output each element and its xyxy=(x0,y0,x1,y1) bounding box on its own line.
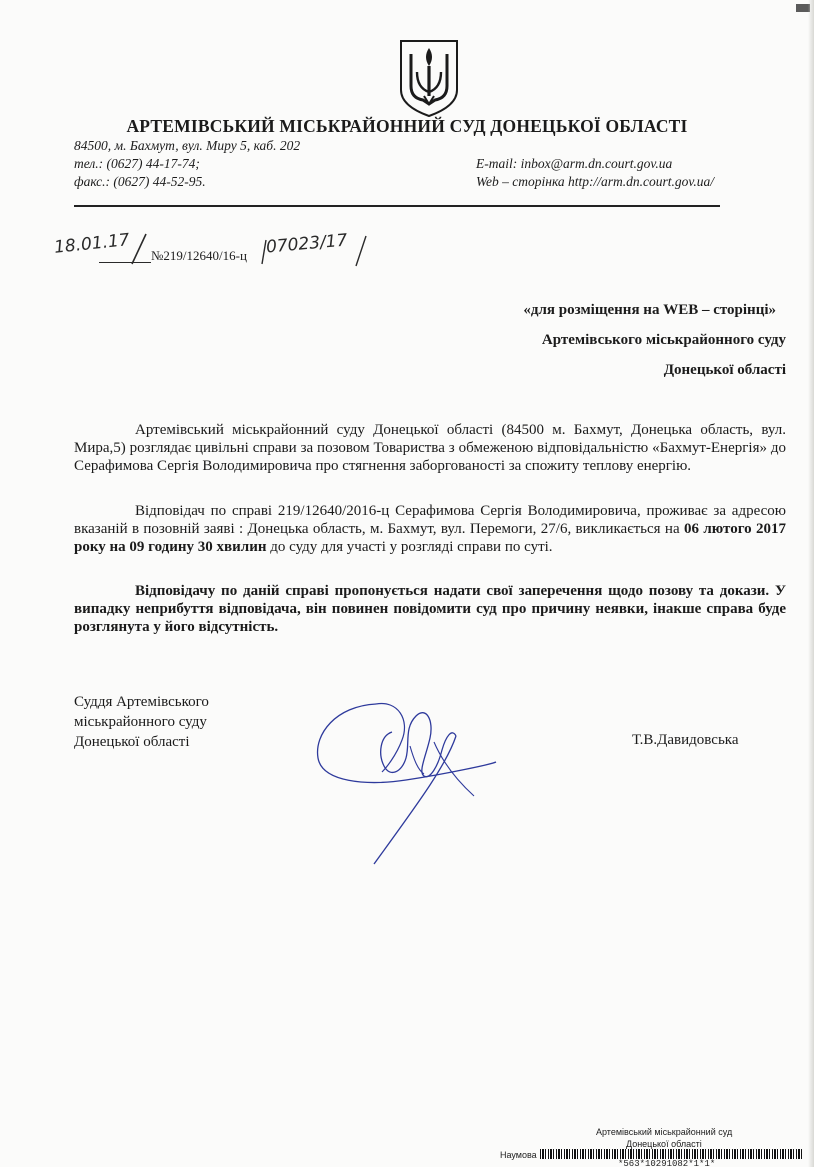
recipient-line-3: Донецької області xyxy=(663,362,786,378)
barcode xyxy=(540,1149,802,1159)
stamp-court: Артемівський міськрайонний суд xyxy=(596,1127,733,1137)
judge-title-line-1: Суддя Артемівського xyxy=(74,694,209,710)
handwritten-date: 18.01.17 xyxy=(53,230,131,258)
recipient-line-1: «для розміщення на WEB – сторінці» xyxy=(523,302,776,318)
hearing-datetime: 06 лютого 2017 року на 09 годину 30 хвилин xyxy=(74,521,786,555)
date-underline xyxy=(99,262,151,263)
stamp-clerk: Наумова xyxy=(500,1150,537,1160)
judge-title-line-3: Донецької області xyxy=(74,734,190,750)
summons-text-end: до суду для участі у розгляді справи по суті. xyxy=(266,539,553,555)
handwritten-slash xyxy=(124,232,154,266)
registration-number: №219/12640/16-ц xyxy=(151,248,247,263)
corner-mark xyxy=(796,4,810,12)
judge-title xyxy=(74,692,209,752)
website: Web – сторінка http://arm.dn.court.gov.ua/ xyxy=(476,174,715,189)
judge-title-line-2: міськрайонного суду xyxy=(74,714,207,730)
email: E-mail: inbox@arm.dn.court.gov.ua xyxy=(476,156,673,171)
fax: факс.: (0627) 44-52-95. xyxy=(74,174,206,189)
paragraph-case-description: Артемівський міськрайонний суду Донецької області (84500 м. Бахмут, Донецька область, вул. Мира,5) розглядає цивільні справи за позовом Товариства з обмеженою відповідальністю «Бахмут-Енергія» до Серафимова Сергія Володимировича про стягнення заборгованості за спожиту теплову енергію. xyxy=(74,422,786,474)
coat-of-arms-icon xyxy=(398,38,460,118)
phone: тел.: (0627) 44-17-74; xyxy=(74,156,200,171)
summons-text-start: Відповідач по справі 219/12640/2016-ц Серафимова Сергія Володимировича, проживає за адресою вказаній в позовній заяві : Донецька область, м. Бахмут, вул. Перемоги, 27/6, викликається на xyxy=(74,503,786,537)
handwritten-outgoing-number: 07023/17 xyxy=(265,230,349,258)
paragraph-summons xyxy=(74,502,786,556)
registration-stamp xyxy=(500,1123,812,1167)
handwritten-strokes xyxy=(258,234,378,268)
judge-name: Т.В.Давидовська xyxy=(632,732,739,748)
registration-line xyxy=(53,230,474,268)
header-divider xyxy=(74,205,720,207)
contact-right xyxy=(476,155,714,191)
barcode-number: *563*10291082*1*1* xyxy=(618,1159,716,1167)
recipient-line-2: Артемівського міськрайонного суду xyxy=(541,332,786,348)
signature xyxy=(306,686,516,868)
paragraph-notice: Відповідачу по даній справі пропонується надати свої заперечення щодо позову та докази. У випадку неприбуття відповідача, він повинен повідомити суд про причину неявки, інакше справа буде розглянута у його відсутність. xyxy=(74,583,786,635)
contact-left xyxy=(74,137,300,191)
stamp-region: Донецької області xyxy=(626,1139,702,1149)
address: 84500, м. Бахмут, вул. Миру 5, каб. 202 xyxy=(74,138,301,153)
court-title: АРТЕМІВСЬКИЙ МІСЬКРАЙОННИЙ СУД ДОНЕЦЬКОЇ ОБЛАСТІ xyxy=(126,116,688,136)
